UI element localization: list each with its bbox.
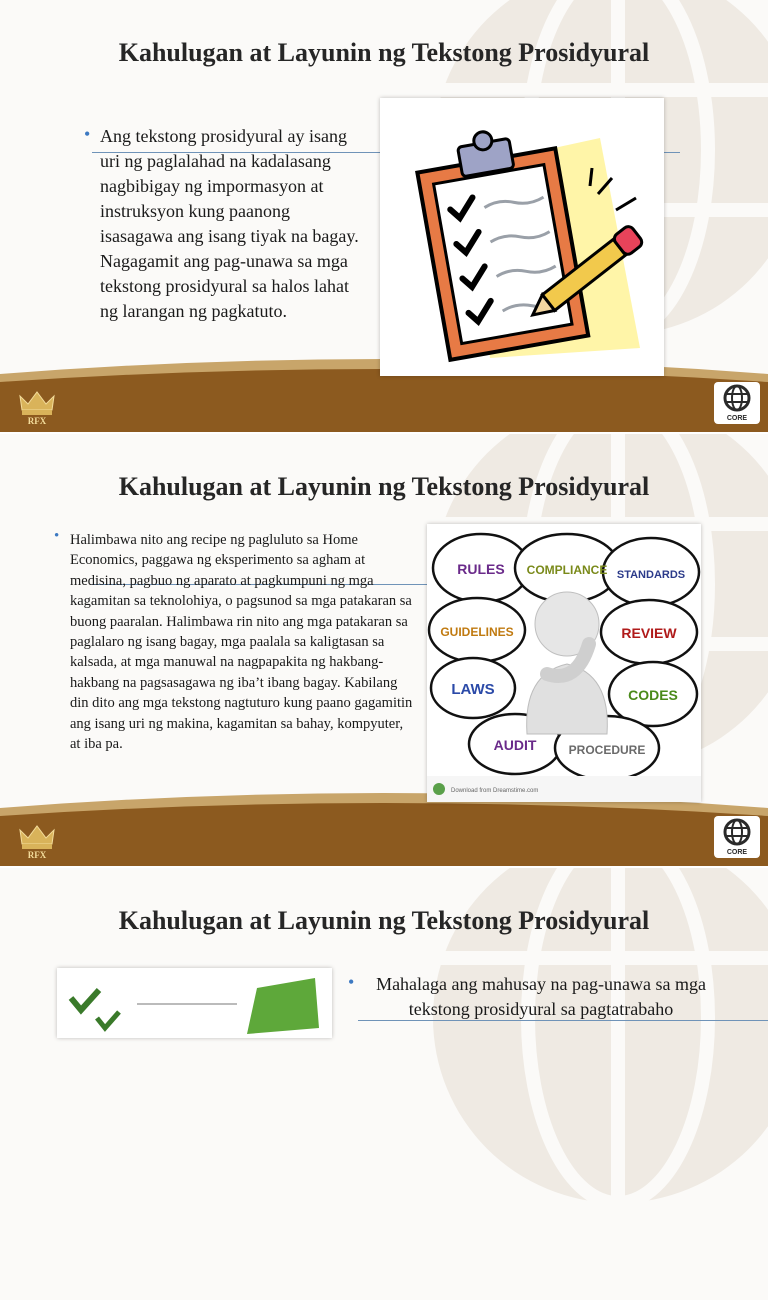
slide-title: Kahulugan at Layunin ng Tekstong Prosidyural: [118, 906, 650, 935]
checklist-image: [57, 968, 332, 1038]
bullet-marker: •: [348, 972, 355, 992]
word-guidelines: GUIDELINES: [440, 625, 514, 639]
image-caption: Download from Dreamstime.com: [451, 788, 539, 794]
word-codes: CODES: [628, 687, 678, 703]
slide-1: [0, 0, 768, 432]
clipboard-checklist-icon: [380, 98, 664, 376]
bullet-text: Halimbawa nito ang recipe ng pagluluto sa Home Economics, paggawa ng eksperimento sa agham at medisina, pagbuo ng aparato at pagkumpuni ng mga kagamitan sa teknolohiya, o pagsunod sa mga patakaran sa buong paaralan. Halimbawa rin nito ang mga patakaran sa paglalaro ng isang bagay, mga paalala sa kaligtasan sa kalsada, at mga manuwal na nagpapakita ng hakbang-hakbang na pagsasagawa ng iba’t ibang bagay. Kabilang din dito ang mga tekstong nagtuturo kung paano gagamitin ang isang uri ng makina, kagamitan sa bahay, kompyuter, at iba pa.: [70, 532, 413, 753]
word-procedure: PROCEDURE: [568, 743, 646, 757]
bullet-text: Mahalaga ang mahusay na pag-unawa sa mga tekstong prosidyural sa pagtatrabaho: [376, 974, 706, 1019]
core-globe-logo: [714, 816, 760, 858]
word-compliance: COMPLIANCE: [526, 563, 608, 577]
slide-separator: [0, 866, 768, 868]
svg-text:RFX: RFX: [27, 850, 47, 860]
compliance-image: [427, 524, 701, 802]
dreamstime-icon: [433, 783, 445, 795]
slide-3: [0, 868, 768, 1300]
word-standards: STANDARDS: [616, 569, 686, 581]
slide-title: Kahulugan at Layunin ng Tekstong Prosidyural: [118, 38, 650, 67]
clipboard-image: [380, 98, 664, 376]
rfx-crown-logo: [12, 818, 62, 862]
svg-text:RFX: RFX: [27, 416, 47, 426]
bullet-marker: •: [54, 528, 60, 544]
bullet-text: Ang tekstong prosidyural ay isang uri ng paglalahad na kadalasang nagbibigay ng impormasyon at instruksyon kung paanong isasagawa ang isang tiyak na bagay. Nagagamit ang pag-unawa sa mga tekstong prosidyural sa halos lahat ng larangan ng pagkatuto.: [100, 126, 359, 321]
slide-title: Kahulugan at Layunin ng Tekstong Prosidyural: [118, 472, 650, 501]
slide-separator: [0, 432, 768, 434]
thinking-figure-icon: [527, 592, 608, 734]
word-rules: RULES: [457, 561, 505, 577]
core-label: CORE: [726, 415, 748, 422]
word-laws: LAWS: [451, 681, 495, 698]
word-review: REVIEW: [621, 625, 677, 641]
rfx-crown-logo: [12, 384, 62, 428]
core-label: CORE: [726, 849, 748, 856]
word-audit: AUDIT: [493, 737, 537, 753]
core-globe-logo: [714, 382, 760, 424]
slide-2: [0, 434, 768, 866]
bullet-marker: •: [84, 124, 91, 144]
